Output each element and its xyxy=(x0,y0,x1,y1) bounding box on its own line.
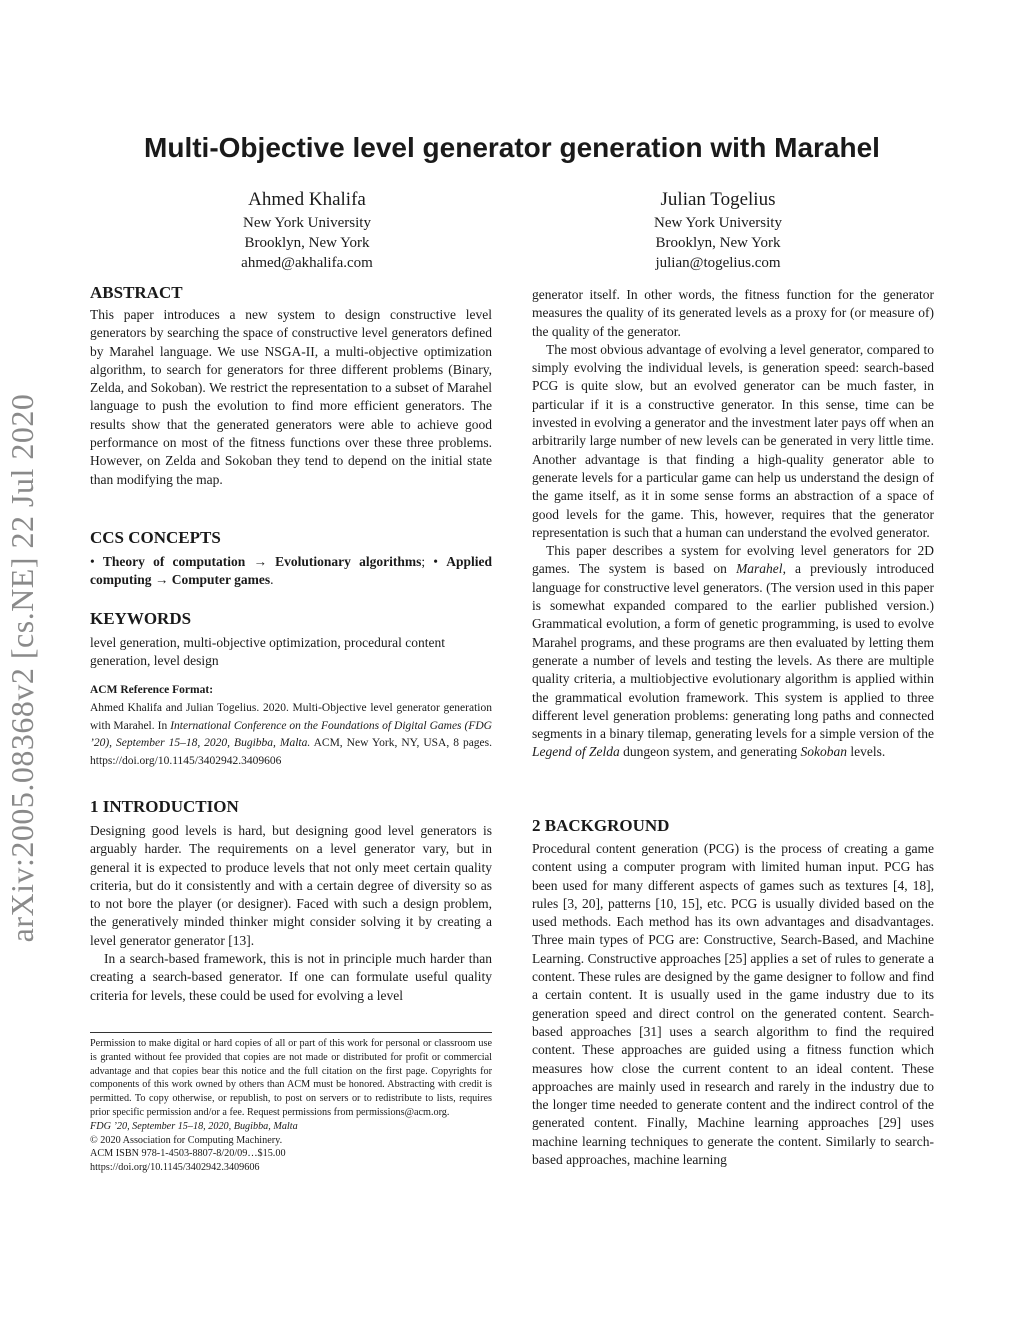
acm-ref-text xyxy=(90,700,492,770)
arxiv-stamp: arXiv:2005.08368v2 [cs.NE] 22 Jul 2020 xyxy=(4,393,40,943)
right-paragraph-1: generator itself. In other words, the fitness function for the generator measures the quality of its generated levels as a proxy for (or measure of) the quality of the generator. xyxy=(532,287,934,339)
keywords-heading: KEYWORDS xyxy=(90,609,192,628)
conference-line: FDG ’20, September 15–18, 2020, Bugibba, Malta xyxy=(90,1120,298,1132)
doi-line: https://doi.org/10.1145/3402942.3409606 xyxy=(90,1162,260,1174)
background-heading: 2 BACKGROUND xyxy=(532,816,670,835)
author-name: Julian Togelius xyxy=(660,189,776,210)
p3-marahel: Marahel xyxy=(736,561,783,577)
isbn-line: ACM ISBN 978-1-4503-8807-8/20/09…$15.00 xyxy=(90,1148,286,1160)
p3-text-b: , a previously introduced language for constructive level generators. (The version used in this paper is somewhat expanded compared to the earlier published version.) Grammatical evolution, a form of genetic programming, is used to evolve Marahel programs, and these programs are then evaluated by letting them generate a number of levels and testing the levels. As there are multiple quality criteria, a multiobjective evolutionary algorithm is applied within the grammatical evolution framework. This system is applied to three different level generation problems: generating long paths and connected segments in a binary tilemap, generating levels for a simple version of the xyxy=(532,561,935,742)
author-affiliation: New York University xyxy=(243,215,371,231)
ccs-concepts xyxy=(90,553,492,590)
p3-sokoban: Sokoban xyxy=(800,744,847,760)
author-location: Brooklyn, New York xyxy=(655,235,781,251)
ccs-end: . xyxy=(270,572,274,588)
p3-text-d: levels. xyxy=(846,744,886,760)
intro-paragraph-1: Designing good levels is hard, but designing good level generators is arguably harder. The requirements on a level generator vary, but in general it is expected to produce levels that not only meet certain quality criteria, but do it consistently and with a certain degree of diversity so as to not bore the player (or designer). Faced with such a design problem, the generatively minded thinker might consider solving it by creating a level generator generator [13]. xyxy=(90,823,492,948)
author-name: Ahmed Khalifa xyxy=(248,189,366,210)
intro-heading: 1 INTRODUCTION xyxy=(90,797,239,816)
keywords-text: level generation, multi-objective optimization, procedural content generation, level design xyxy=(90,635,446,669)
author-email: julian@togelius.com xyxy=(655,255,781,271)
paper-title: Multi-Objective level generator generation with Marahel xyxy=(144,132,880,163)
author-email: ahmed@akhalifa.com xyxy=(241,255,373,271)
p3-text-a: This paper describes a system for evolving level generators for 2D games. The system is based on xyxy=(532,543,934,577)
copyright-line: © 2020 Association for Computing Machinery. xyxy=(90,1134,283,1146)
acm-ref-heading: ACM Reference Format: xyxy=(90,684,214,696)
ccs-separator: ; • xyxy=(421,554,439,569)
intro-body xyxy=(90,822,492,1005)
p3-text-c: dungeon system, and generating xyxy=(619,744,801,760)
p3-zelda: Legend of Zelda xyxy=(532,744,620,760)
author-block-2 xyxy=(568,186,868,273)
author-block-1 xyxy=(157,186,457,273)
abstract-heading: ABSTRACT xyxy=(90,283,183,302)
acm-ref-part2: ACM, New York, NY, USA, 8 pages. https://doi.org/10.1145/3402942.3409606 xyxy=(90,737,493,767)
ccs-heading: CCS CONCEPTS xyxy=(90,528,221,547)
author-location: Brooklyn, New York xyxy=(244,235,370,251)
abstract-text: This paper introduces a new system to design constructive level generators by searching the space of constructive level generators defined by Marahel language. We use NSGA-II, a multi-objective optimization algorithm, to search for generators for three different problems (Binary, Zelda, and Sokoban). We restrict the representation to a subset of Marahel language to push the evolution to find more efficient generators. The results show that the generated generators were able to achieve good performance on most of the fitness functions over these three problems. However, on Zelda and Sokoban they tend to depend on the initial state than modifying the map. xyxy=(90,307,492,487)
permission-text: Permission to make digital or hard copies of all or part of this work for personal or classroom use is granted without fee provided that copies are not made or distributed for profit or commercial advantage and that copies bear this notice and the full citation on the first page. Copyrights for components of this work owned by others than ACM must be honored. Abstracting with credit is permitted. To copy otherwise, or republish, to post on servers or to redistribute to lists, requires prior specific permission and/or a fee. Request permissions from permissions@acm.org. xyxy=(90,1038,492,1118)
permission-notice xyxy=(90,1037,492,1175)
acm-ref-part1: Ahmed Khalifa and Julian Togelius. 2020. Multi-Objective level generator generation with Marahel. In xyxy=(90,702,492,732)
background-text: Procedural content generation (PCG) is the process of creating a game content using a computer program with limited human input. PCG has been used for many different aspects of games such as textures [4, 18], rules [3, 20], patterns [10, 15], etc. PCG is usually divided based on the used methods. Each method has its own advantages and disadvantages. Three main types of PCG are: Constructive, Search-Based, and Machine Learning. Constructive approaches [25] applies a set of rules to generate a content. These rules are designed by the game designer to follow and find a certain content. It is usually used in the game industry due to its generation speed and direct control on the generated content. Search-based approaches [31] uses a search algorithm to find the required content. These approaches are guided using a fitness function which measures how close the current content to an ideal content. These approaches are mainly used in research and rarely in the industry due to the longer time needed to generate content and the indirect control of the generated content. Finally, Machine learning approaches [29] uses machine learning techniques to generate the content. Similarly to search-based approaches, machine learning xyxy=(532,841,934,1168)
ccs-bullet: • xyxy=(90,554,95,569)
footnote-rule xyxy=(90,1032,492,1033)
author-affiliation: New York University xyxy=(654,215,782,231)
ccs-item-2: Applied computing → Computer games xyxy=(90,554,492,588)
right-paragraph-2: The most obvious advantage of evolving a level generator, compared to simply evolving the individual levels, is generation speed: search-based PCG is quite slow, but an evolved generator can be much faster, in particular if it is a constructive generator. In this sense, time can be invested in evolving a generator and the investment later pays off when an arbitrarily large number of new levels can be generated in very little time. Another advantage is that finding a high-quality generator able to generate levels for a particular game can help us understand the design of the game itself, as it in some sense forms an abstraction of a space of good levels for the game. This, however, requires that the generator representation is such that a human can understand the evolved generator. xyxy=(532,341,934,540)
acm-ref-venue: International Conference on the Foundations of Digital Games (FDG ’20), September 15–18, 2020, Bugibba, Malta. xyxy=(90,719,492,749)
ccs-item-1: Theory of computation → Evolutionary algorithms xyxy=(102,554,422,569)
right-column-body xyxy=(532,286,934,762)
right-paragraph-3 xyxy=(532,542,934,762)
intro-paragraph-2: In a search-based framework, this is not in principle much harder than creating a search-based generator. If one can formulate useful quality criteria for levels, these could be used for evolving a level xyxy=(90,951,492,1003)
